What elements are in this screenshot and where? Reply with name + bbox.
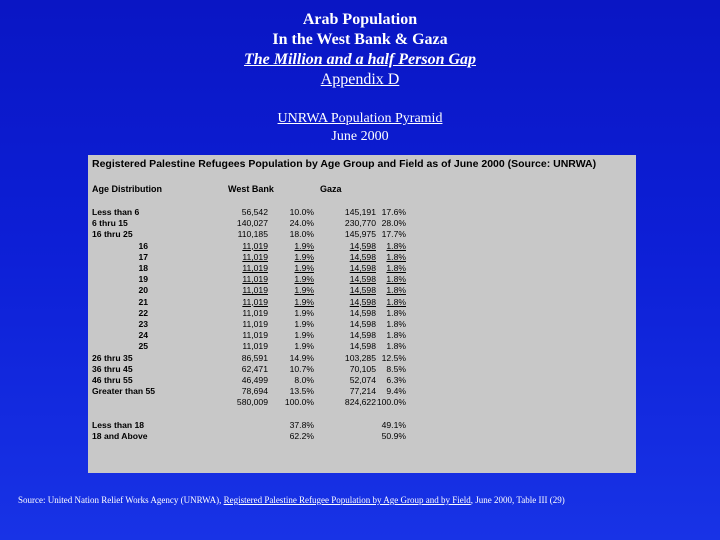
- west-bank-percent: 1.9%: [294, 307, 314, 318]
- west-bank-percent: 1.9%: [294, 296, 314, 307]
- gaza-value: 14,598: [349, 319, 376, 329]
- west-bank-percent: 10.0%: [289, 207, 314, 217]
- gaza-percent: 28.0%: [381, 218, 406, 229]
- gaza-value: 14,598: [349, 274, 376, 285]
- gaza-value: 14,598: [349, 251, 376, 262]
- table-row: [88, 274, 636, 285]
- gaza-value: 70,105: [349, 363, 376, 374]
- west-bank-percent: 37.8%: [289, 419, 314, 430]
- west-bank-value: 11,019: [242, 341, 268, 352]
- gaza-value: 103,285: [344, 352, 376, 363]
- west-bank-percent: 1.9%: [294, 274, 314, 285]
- gaza-percent: 49.1%: [381, 419, 406, 430]
- gaza-value: 14,598: [349, 307, 376, 318]
- table-row: [88, 386, 636, 397]
- gaza-percent: 6.3%: [386, 375, 406, 385]
- gaza-value: 14,598: [349, 341, 376, 352]
- table-row: [88, 364, 636, 375]
- row-label: 21: [138, 296, 148, 307]
- west-bank-percent: 1.9%: [294, 341, 314, 352]
- gaza-value: 145,191: [344, 207, 376, 217]
- west-bank-value: 11,019: [242, 263, 268, 273]
- table-row: [88, 341, 636, 352]
- table-title: Registered Palestine Refugees Population by Age Group and Field as of June 2000 (Source: UNRWA): [92, 158, 597, 170]
- west-bank-percent: 18.0%: [289, 229, 314, 240]
- row-label: 36 thru 45: [92, 363, 133, 374]
- gaza-percent: 1.8%: [386, 274, 406, 285]
- west-bank-percent: 1.9%: [294, 319, 314, 329]
- west-bank-value: 140,027: [236, 218, 268, 229]
- west-bank-percent: 10.7%: [289, 363, 314, 374]
- gaza-percent: 1.8%: [386, 307, 406, 318]
- title-line-3: The Million and a half Person Gap: [243, 51, 477, 68]
- source-suffix: , June 2000, Table III (29): [470, 495, 565, 505]
- west-bank-percent: 62.2%: [289, 430, 314, 441]
- gaza-percent: 8.5%: [386, 363, 406, 374]
- population-table: [88, 155, 636, 473]
- subtitle-line-2: June 2000: [331, 129, 389, 144]
- west-bank-percent: 13.5%: [289, 386, 314, 397]
- header-age-distribution: Age Distribution: [92, 184, 162, 194]
- table-row: [88, 375, 636, 386]
- west-bank-value: 11,019: [242, 240, 268, 251]
- west-bank-value: 11,019: [242, 251, 268, 262]
- gaza-percent: 100.0%: [376, 397, 406, 408]
- summary-label: Less than 18: [92, 419, 145, 430]
- source-title: Registered Palestine Refugee Population by Age Group and by Field: [223, 495, 471, 505]
- table-row: [88, 241, 636, 252]
- slide-title: [0, 10, 720, 90]
- west-bank-percent: 1.9%: [294, 240, 314, 251]
- table-row: [88, 297, 636, 308]
- gaza-value: 14,598: [349, 330, 376, 341]
- west-bank-percent: 8.0%: [294, 375, 314, 385]
- row-label: 18: [138, 263, 148, 273]
- row-label: 24: [138, 330, 148, 341]
- subtitle: [0, 110, 720, 146]
- header-west-bank: West Bank: [228, 184, 274, 194]
- table-row: [88, 285, 636, 296]
- source-citation: [18, 494, 718, 506]
- gaza-value: 14,598: [349, 285, 376, 296]
- west-bank-value: 11,019: [242, 307, 268, 318]
- row-label: 19: [138, 274, 148, 285]
- title-line-4: Appendix D: [320, 71, 400, 88]
- west-bank-value: 86,591: [241, 352, 268, 363]
- west-bank-value: 56,542: [241, 207, 268, 217]
- gaza-percent: 17.7%: [381, 229, 406, 240]
- row-label: 26 thru 35: [92, 352, 133, 363]
- summary-label: 18 and Above: [92, 430, 148, 441]
- gaza-value: 14,598: [349, 263, 376, 273]
- west-bank-percent: 1.9%: [294, 330, 314, 341]
- table-row: [88, 353, 636, 364]
- subtitle-line-1: UNRWA Population Pyramid: [277, 111, 443, 126]
- row-label: Greater than 55: [92, 386, 156, 397]
- title-line-2: In the West Bank & Gaza: [272, 31, 448, 48]
- west-bank-value: 11,019: [242, 296, 268, 307]
- gaza-percent: 1.8%: [386, 285, 406, 296]
- west-bank-value: 11,019: [242, 330, 268, 341]
- row-label: 16: [138, 240, 148, 251]
- gaza-percent: 1.8%: [386, 319, 406, 329]
- row-label: 22: [138, 307, 148, 318]
- gaza-percent: 12.5%: [381, 352, 406, 363]
- row-label: Less than 6: [92, 207, 140, 217]
- gaza-value: 824,622: [344, 397, 376, 408]
- gaza-value: 230,770: [344, 218, 376, 229]
- west-bank-value: 62,471: [241, 363, 268, 374]
- row-label: 16 thru 25: [92, 229, 133, 240]
- gaza-percent: 50.9%: [381, 430, 406, 441]
- table-row: [88, 218, 636, 229]
- table-row: [88, 207, 636, 218]
- gaza-percent: 1.8%: [386, 330, 406, 341]
- row-label: 25: [138, 341, 148, 352]
- gaza-value: 14,598: [349, 296, 376, 307]
- west-bank-percent: 1.9%: [294, 263, 314, 273]
- title-line-1: Arab Population: [302, 11, 418, 28]
- source-prefix: Source: United Nation Relief Works Agency (UNRWA),: [18, 495, 224, 505]
- west-bank-percent: 1.9%: [294, 251, 314, 262]
- row-label: 46 thru 55: [92, 375, 133, 385]
- table-row: [88, 229, 636, 240]
- row-label: 23: [138, 319, 148, 329]
- gaza-percent: 1.8%: [386, 263, 406, 273]
- gaza-value: 145,975: [344, 229, 376, 240]
- table-row: [88, 330, 636, 341]
- row-label: 20: [138, 285, 148, 296]
- table-row: [88, 252, 636, 263]
- table-row: [88, 319, 636, 330]
- table-row: [88, 263, 636, 274]
- gaza-value: 52,074: [349, 375, 376, 385]
- gaza-percent: 9.4%: [386, 386, 406, 397]
- west-bank-value: 580,009: [236, 397, 268, 408]
- gaza-percent: 1.8%: [386, 240, 406, 251]
- west-bank-value: 78,694: [241, 386, 268, 397]
- west-bank-percent: 24.0%: [289, 218, 314, 229]
- table-row: [88, 397, 636, 408]
- gaza-percent: 1.8%: [386, 341, 406, 352]
- row-label: 6 thru 15: [92, 218, 128, 229]
- row-label: 17: [138, 251, 148, 262]
- west-bank-value: 11,019: [242, 285, 268, 296]
- west-bank-value: 11,019: [242, 319, 268, 329]
- summary-row: [88, 420, 636, 431]
- west-bank-value: 11,019: [242, 274, 268, 285]
- west-bank-percent: 1.9%: [294, 285, 314, 296]
- summary-row: [88, 431, 636, 442]
- gaza-value: 77,214: [349, 386, 376, 397]
- header-gaza: Gaza: [320, 184, 342, 194]
- table-row: [88, 308, 636, 319]
- gaza-value: 14,598: [349, 240, 376, 251]
- west-bank-percent: 100.0%: [284, 397, 314, 408]
- west-bank-value: 46,499: [241, 375, 268, 385]
- gaza-percent: 1.8%: [386, 296, 406, 307]
- west-bank-value: 110,185: [237, 229, 268, 240]
- west-bank-percent: 14.9%: [289, 352, 314, 363]
- gaza-percent: 1.8%: [386, 251, 406, 262]
- gaza-percent: 17.6%: [381, 207, 406, 217]
